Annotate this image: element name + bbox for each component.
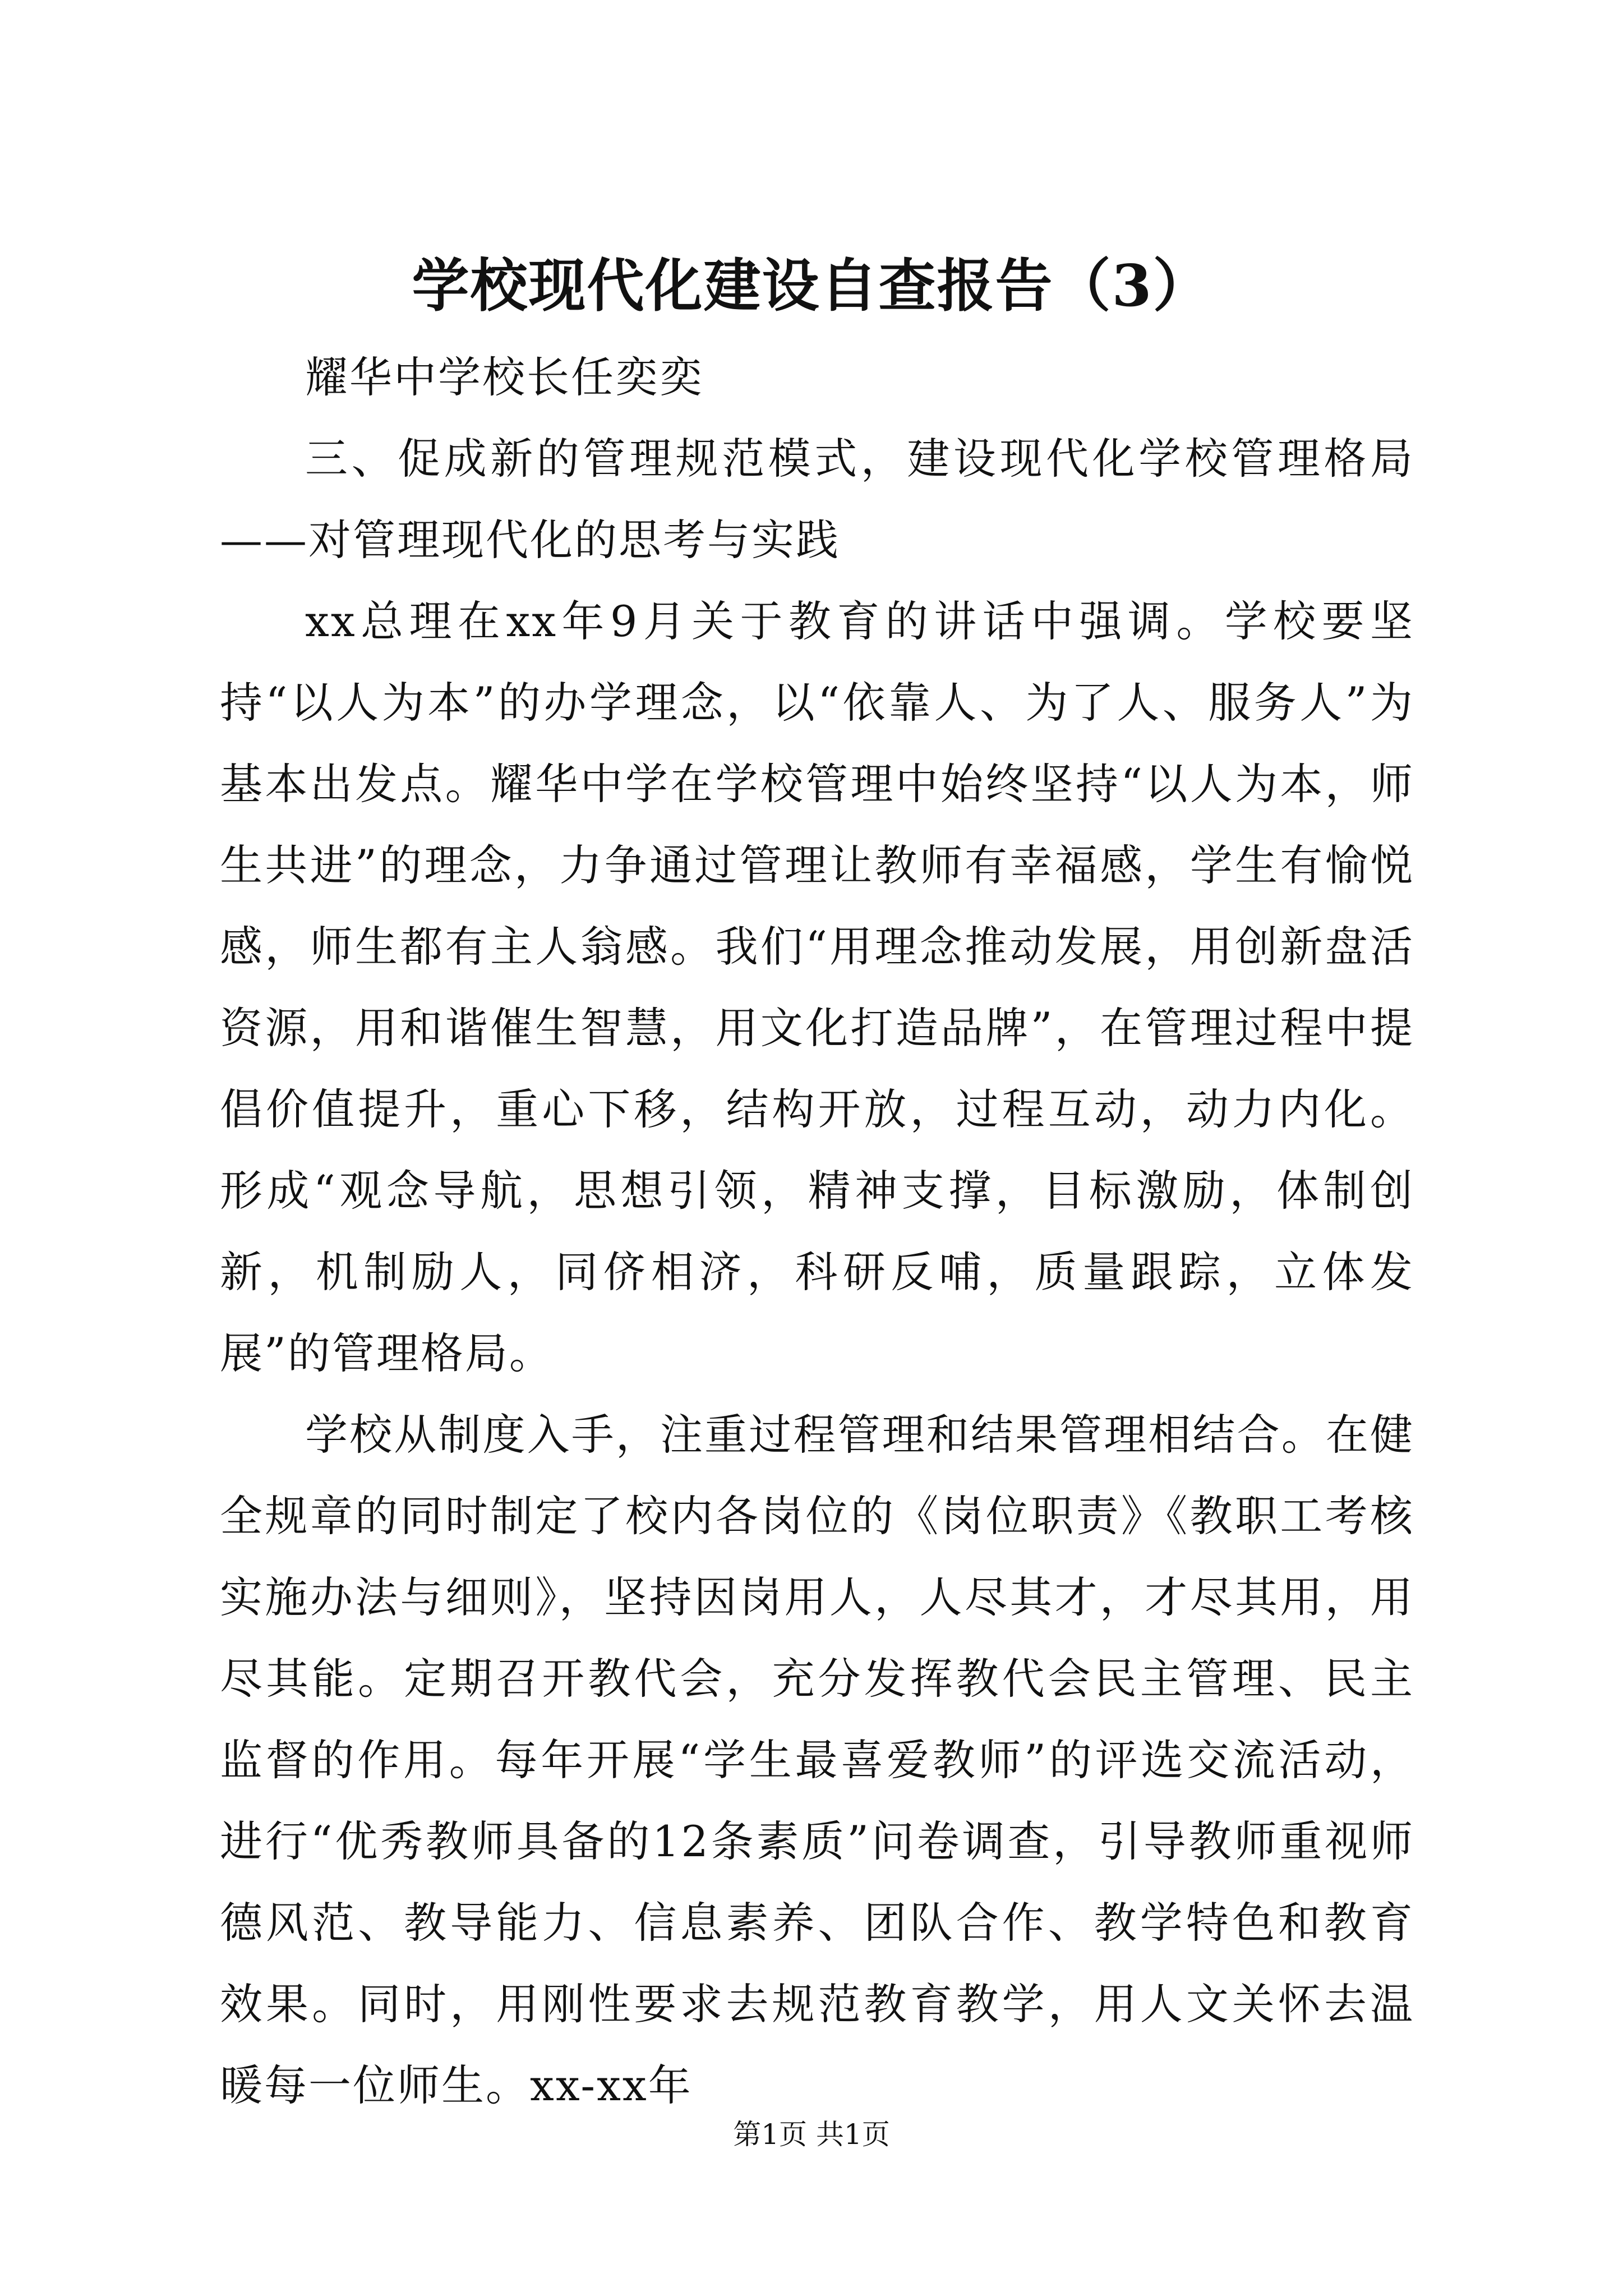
author-line: 耀华中学校长任奕奕 xyxy=(305,352,704,402)
document-body xyxy=(220,337,1414,2126)
paragraph-section-heading: 三、促成新的管理规范模式，建设现代化学校管理格局——对管理现代化的思考与实践 xyxy=(220,434,1414,565)
paragraph-2: 学校从制度入手，注重过程管理和结果管理相结合。在健全规章的同时制定了校内各岗位的《岗位职责》《教职工考核实施办法与细则》，坚持因岗用人，人尽其才，才尽其用，用尽其能。定期召开教代会，充分发挥教代会民主管理、民主监督的作用。每年开展“学生最喜爱教师”的评选交流活动，进行“优秀教师具备的12条素质”问卷调查，引导教师重视师德风范、教导能力、信息素养、团队合作、教学特色和教育效果。同时，用刚性要求去规范教育教学，用人文关怀去温暖每一位师生。xx-xx年 xyxy=(220,1410,1414,2110)
page-footer: 第1页 共1页 xyxy=(733,2118,890,2151)
paragraph-1: xx总理在xx年9月关于教育的讲话中强调。学校要坚持“以人为本”的办学理念，以“依靠人、为了人、服务人”为基本出发点。耀华中学在学校管理中始终坚持“以人为本，师生共进”的理念，力争通过管理让教师有幸福感，学生有愉悦感，师生都有主人翁感。我们“用理念推动发展，用创新盘活资源，用和谐催生智慧，用文化打造品牌”，在管理过程中提倡价值提升，重心下移，结构开放，过程互动，动力内化。形成“观念导航，思想引领，精神支撑，目标激励，体制创新，机制励人，同侪相济，科研反哺，质量跟踪，立体发展”的管理格局。 xyxy=(220,596,1414,1378)
document-title: 学校现代化建设自查报告（3） xyxy=(412,252,1211,320)
